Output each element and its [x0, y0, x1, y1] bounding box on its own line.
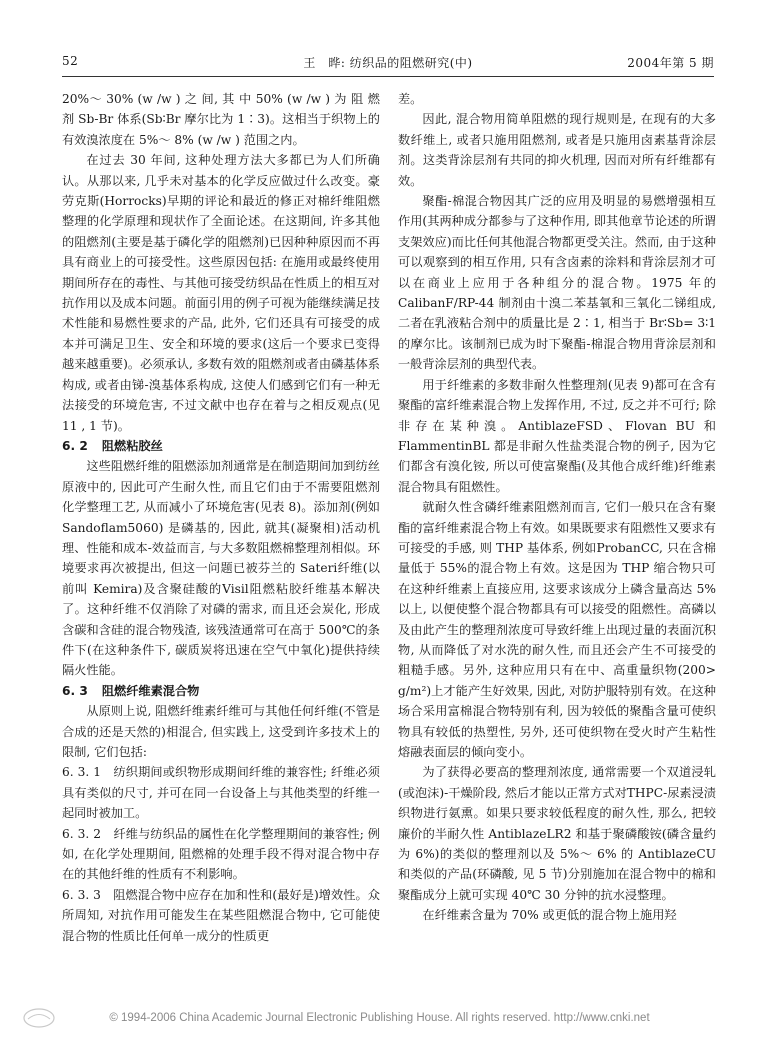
section-heading-6-2 [62, 436, 380, 456]
left-column [62, 89, 380, 946]
page-number: 52 [62, 54, 79, 68]
subsection-6-3-1: 6. 3. 1 纺织期间或织物形成期间纤维的兼容性; 纤维必须具有类似的尺寸, 并可在同一台设备上与其他类型的纤维一起同时被加工。 [62, 765, 380, 821]
paragraph: 从原则上说, 阻燃纤维素纤维可与其他任何纤维(不管是合成的还是天然的)相混合, 但实践上, 这受到许多技术上的限制, 它们包括: [62, 704, 380, 759]
paragraph: 因此, 混合物用简单阻燃的现行规则是, 在现有的大多数纤维上, 或者只施用阻燃剂, 或者是只施用卤素基背涂层剂。这类背涂层剂有共同的抑火机理, 因而对所有纤维都有效。 [398, 112, 716, 188]
paragraph: 为了获得必要高的整理剂浓度, 通常需要一个双道浸轧(或泡沫)-干燥阶段, 然后才能以正常方式对THPC-尿素浸渍织物进行氨熏。如果只要求较低程度的耐久性, 那么, 把较廉价的半耐久性 AntiblazeLR2 和基于聚磷酸铵(磷含量约为 6%)的类似的整理剂以及 5%～ 6% 的 AntiblazeCU 和类似的产品(环磷酸, 见 5 节)分别施加在混合物中的棉和聚酯成分上就可实现 40℃ 30 分钟的抗水浸整理。 [398, 765, 716, 902]
running-title: 王 晔: 纺织品的阻燃研究(中) [303, 56, 473, 70]
subsection-6-3-2: 6. 3. 2 纤维与纺织品的属性在化学整理期间的兼容性; 例如, 在化学处理期间, 阻燃棉的处理手段不得对混合物中存在的其他纤维的性质有不利影响。 [62, 826, 380, 882]
right-column [398, 89, 716, 926]
header-rule [62, 76, 714, 77]
subsection-6-3-3: 6. 3. 3 阻燃混合物中应存在加和性和(最好是)增效性。众所周知, 对抗作用可能发生在某些阻燃混合物中, 它可能使混合物的性质比任何单一成分的性质更 [62, 887, 380, 943]
section-number: 6. 2 [62, 438, 88, 453]
paragraph: 在过去 30 年间, 这种处理方法大多都已为人们所确认。从那以来, 几乎未对基本的化学反应做过什么改变。豪劳克斯(Horrocks)早期的评论和最近的修正对棉纤维阻燃整理的化学原理和现状作了全面论述。在这期间, 许多其他的阻燃剂(主要是基于磷化学的阻燃剂)已因种种原因而不再具有商业上的可接受性。这些原因包括: 在施用或最终使用期间所存在的毒性、与其他可接受纺织品在性质上的相互对抗作用以及成本问题。前面引用的例子可视为能继续满足技术性能和易燃性要求的产品, 此外, 它们还具有可接受的成本并可满足卫生、安全和环境的要求(这后一个要求已变得越来越重要)。必须承认, 多数有效的阻燃剂或者由磷基体系构成, 或者由锑-溴基体系构成, 这使人们感到它们有一种无法接受的环境危害, 不过文献中也存在着与之相反观点(见 11 , 1 节)。 [62, 153, 380, 433]
paragraph: 20%～ 30% (w /w ) 之 间, 其 中 50% (w /w ) 为 阻 燃 剂 Sb-Br 体系(Sb∶Br 摩尔比为 1∶3)。这相当于织物上的有效溴浓度在 5%～ 8% (w /w ) 范围之内。 [62, 92, 380, 147]
section-title: 阻燃纤维素混合物 [101, 683, 200, 698]
issue-label: 2004年第 5 期 [627, 56, 714, 70]
paragraph: 用于纤维素的多数非耐久性整理剂(见表 9)都可在含有聚酯的富纤维素混合物上发挥作用, 不过, 反之并不可行; 除非存在某种溴。AntiblazeFSD、Flovan BU 和 FlammentinBL 都是非耐久性盐类混合物的例子, 因为它们都含有溴化铵, 所以可使富聚酯(及其他合成纤维)纤维素混合物具有阻燃性。 [398, 377, 716, 494]
paragraph: 聚酯-棉混合物因其广泛的应用及明显的易燃增强相互作用(其两种成分都参与了这种作用, 即其他章节论述的所谓支架效应)而比任何其他混合物都更受关注。然而, 由于这种可以观察到的相互作用, 只有含卤素的涂料和背涂层剂才可以在商业上应用于各种组分的混合物。1975 年的CalibanF/RP-44 制剂由十溴二苯基氧和三氧化二锑组成, 二者在乳液粘合剂中的质量比是 2∶1, 相当于 Br∶Sb= 3∶1 的摩尔比。该制剂已成为时下聚酯-棉混合物用背涂层剂和一般背涂层剂的典型代表。 [398, 194, 716, 372]
paragraph: 差。 [398, 92, 423, 106]
section-heading-6-3 [62, 681, 380, 701]
section-title: 阻燃粘胶丝 [101, 438, 163, 453]
paragraph: 就耐久性含磷纤维素阻燃剂而言, 它们一般只在含有聚酯的富纤维素混合物上有效。如果既要求有阻燃性又要求有可接受的手感, 则 THP 基体系, 例如ProbanCC, 只在含棉量低于 55%的混合物上有效。这是因为 THP 缩合物只可在这种纤维素上直接应用, 这要求该成分上磷含量高达 5%以上, 以便使整个混合物都具有可以接受的阻燃性。高磷以及由此产生的整理剂浓度可导致纤维上出现过量的表面沉积物, 从而降低了对水洗的耐久性, 而且还会产生不可接受的粗糙手感。另外, 这种应用只有在中、高重量织物(200> g/m²)上才能产生好效果, 因此, 对防护服特别有效。在这种场合采用富棉混合物特别有利, 因为较低的聚酯含量可使织物具有较低的热塑性, 另外, 还可使织物在受火时产生粘性熔融表面层的倾向变小。 [398, 500, 716, 759]
paragraph: 这些阻燃纤维的阻燃添加剂通常是在制造期间加到纺丝原液中的, 因此可产生耐久性, 而且它们由于不需要阻燃剂化学整理工艺, 从而减小了环境危害(见表 8)。添加剂(例如 Sandoflam5060) 是磷基的, 因此, 就其(凝聚相)活动机理、性能和成本-效益而言, 与大多数阻燃棉整理剂相似。环境要求再次被提出, 但这一问题已被芬兰的 Sateri纤维(以前叫 Kemira)及含聚硅酸的Visil阻燃粘胶纤维基本解决了。这种纤维不仅消除了对磷的需求, 而且还会炭化, 形成含碳和含硅的混合物残渣, 该残渣通常可在高于 500℃的条件下(在这种条件下, 碳质炭将迅速在空气中氧化)提供持续隔火性能。 [62, 459, 380, 678]
paragraph: 在纤维素含量为 70% 或更低的混合物上施用羟 [422, 908, 677, 923]
section-number: 6. 3 [62, 683, 88, 698]
copyright-footer: © 1994-2006 China Academic Journal Electronic Publishing House. All rights reserved. http://www.cnki.net [109, 1012, 650, 1024]
